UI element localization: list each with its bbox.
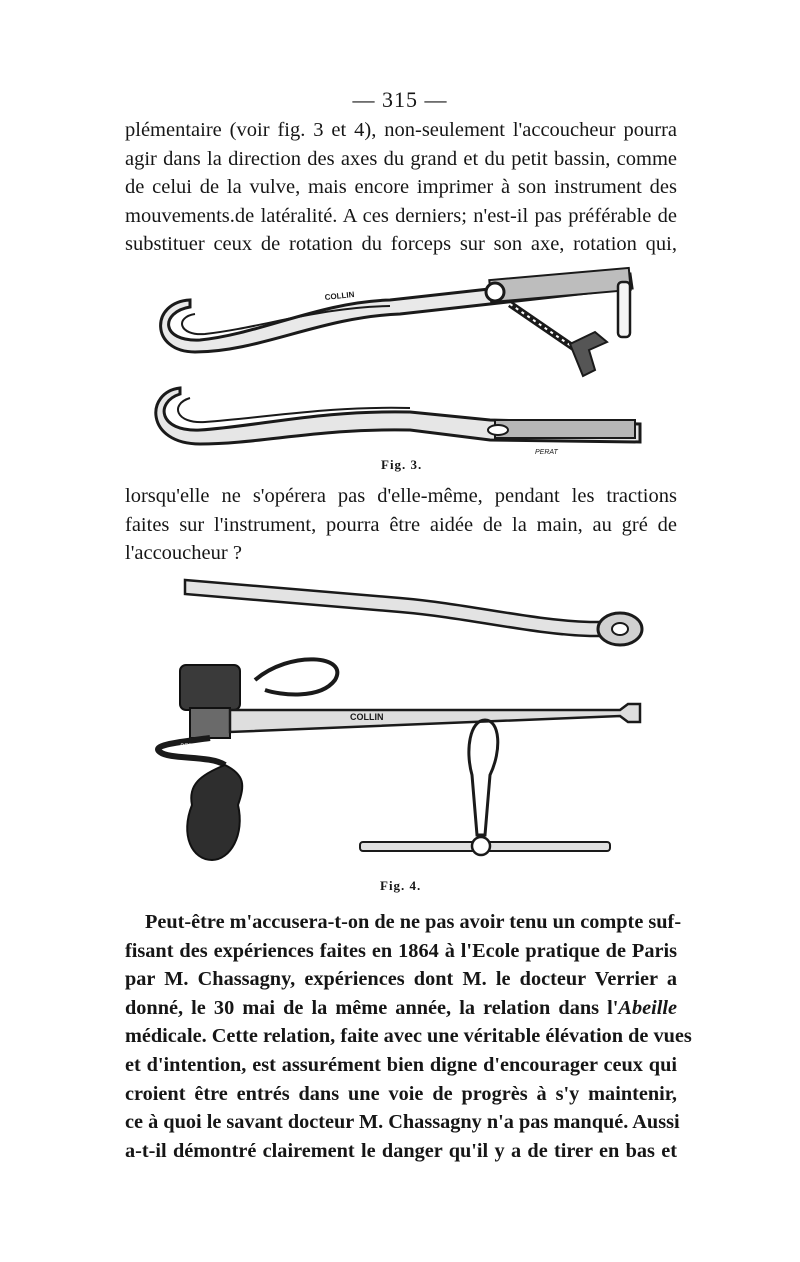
- figure-3-caption: Fig. 3.: [381, 457, 423, 472]
- journal-title: Abeille: [618, 996, 677, 1019]
- text-line: médicale. Cette relation, faite avec une véritable élévation de vues: [125, 1025, 692, 1048]
- paragraph-2: [125, 482, 677, 568]
- text-line: ce à quoi le savant docteur M. Chassagny n'a pas manqué. Aussi: [125, 1111, 680, 1134]
- text-line: a-t-il démontré clairement le danger qu'il y a de tirer en bas et: [125, 1139, 677, 1162]
- collin-stamp: COLLIN: [324, 289, 355, 302]
- engraver-signature: PERAT: [180, 744, 200, 750]
- text-line: l'accoucheur ?: [125, 542, 242, 565]
- figure-3-forceps-illustration: [150, 262, 650, 462]
- text-line: Peut-être m'accusera-t-on de ne pas avoir tenu un compte suf-: [145, 911, 682, 933]
- text-line: mouvements.de latéralité. A ces derniers; n'est-il pas préférable de: [125, 204, 677, 227]
- figure-4-caption: Fig. 4.: [380, 878, 422, 893]
- engraver-signature: PERAT: [535, 449, 558, 456]
- text-line: faites sur l'instrument, pourra être aidée de la main, au gré de: [125, 513, 677, 536]
- text-line: [125, 994, 677, 1023]
- text-line: croient être entrés dans une voie de progrès à s'y maintenir,: [125, 1082, 677, 1105]
- text-segment: donné, le 30 mai de la même année, la relation dans l': [125, 996, 619, 1019]
- paragraph-3: [125, 908, 692, 1165]
- page-number: — 315 —: [352, 87, 448, 112]
- figure-4-traction-apparatus-illustration: [150, 570, 650, 870]
- text-line: de celui de la vulve, mais encore imprimer à son instrument des: [125, 176, 677, 199]
- collin-stamp: COLLIN: [350, 712, 384, 722]
- text-line: et d'intention, est assurément bien digne d'encourager ceux qui: [125, 1053, 677, 1076]
- text-line: plémentaire (voir fig. 3 et 4), non-seulement l'accoucheur pourra: [125, 119, 677, 141]
- text-line: lorsqu'elle ne s'opérera pas d'elle-même, pendant les tractions: [125, 485, 677, 507]
- text-line: fisant des expériences faites en 1864 à l'Ecole pratique de Paris: [125, 939, 677, 962]
- text-line: substituer ceux de rotation du forceps sur son axe, rotation qui,: [125, 233, 677, 256]
- text-line: agir dans la direction des axes du grand et du petit bassin, comme: [125, 147, 677, 170]
- text-line: par M. Chassagny, expériences dont M. le docteur Verrier a: [125, 968, 677, 991]
- paragraph-1: [125, 116, 677, 259]
